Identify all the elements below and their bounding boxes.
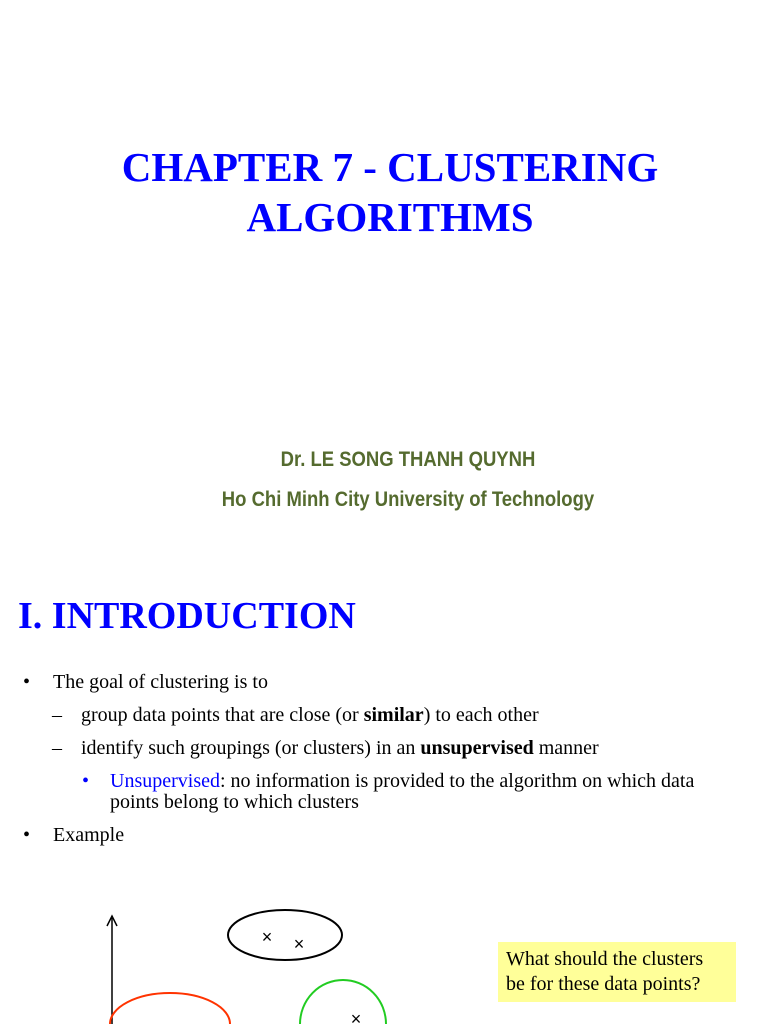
subitem-identify-bold: unsupervised: [420, 737, 534, 759]
callout-line-2: be for these data points?: [506, 973, 701, 995]
bullet-goal-item: [23, 671, 268, 693]
question-callout: [498, 942, 736, 1002]
subitem-identify-text-start: identify such groupings (or clusters) in an: [81, 737, 421, 759]
section-heading: I. INTRODUCTION: [18, 595, 356, 637]
cluster-left-ellipse: [110, 993, 230, 1024]
dash-icon: –: [52, 737, 62, 759]
chapter-title: [0, 142, 768, 242]
bullet-example-text: Example: [53, 824, 125, 846]
unsupervised-term: Unsupervised: [110, 770, 220, 792]
bullet-icon: •: [23, 824, 31, 846]
chapter-title-line-1: CHAPTER 7 - CLUSTERING: [121, 144, 659, 190]
bullet-icon: •: [23, 671, 31, 693]
data-point: ×: [261, 927, 273, 947]
subitem-group: [52, 704, 539, 726]
subitem-group-text: [81, 704, 539, 726]
y-axis: [107, 916, 117, 1024]
subitem-group-text-start: group data points that are close (or: [81, 704, 364, 726]
dash-icon: –: [52, 704, 62, 726]
subitem-identify-text-end: manner: [533, 737, 599, 759]
bullet-icon: •: [82, 770, 90, 792]
bullet-goal-text: The goal of clustering is to: [53, 671, 268, 693]
chapter-title-line-2: ALGORITHMS: [246, 194, 534, 240]
data-point: ×: [350, 1009, 362, 1024]
subitem-group-text-end: ) to each other: [423, 704, 539, 726]
callout-line-1: What should the clusters: [506, 948, 704, 970]
author-affiliation: Ho Chi Minh City University of Technology: [221, 488, 595, 511]
subsubitem-unsupervised: [82, 770, 695, 813]
data-point: ×: [293, 934, 305, 954]
subitem-identify: [52, 737, 599, 759]
subitem-group-bold: similar: [363, 704, 424, 726]
subitem-identify-text: [81, 737, 599, 759]
unsupervised-definition-1: : no information is provided to the algorithm on which data: [219, 770, 695, 792]
author-name: Dr. LE SONG THANH QUYNH: [280, 448, 536, 471]
bullet-example-item: [23, 824, 125, 846]
unsupervised-line-1: [110, 770, 694, 792]
unsupervised-definition-2: points belong to which clusters: [110, 791, 359, 813]
author-block: [49, 440, 767, 520]
cluster-right-ellipse: [300, 980, 386, 1024]
cluster-top-ellipse: [228, 910, 342, 960]
